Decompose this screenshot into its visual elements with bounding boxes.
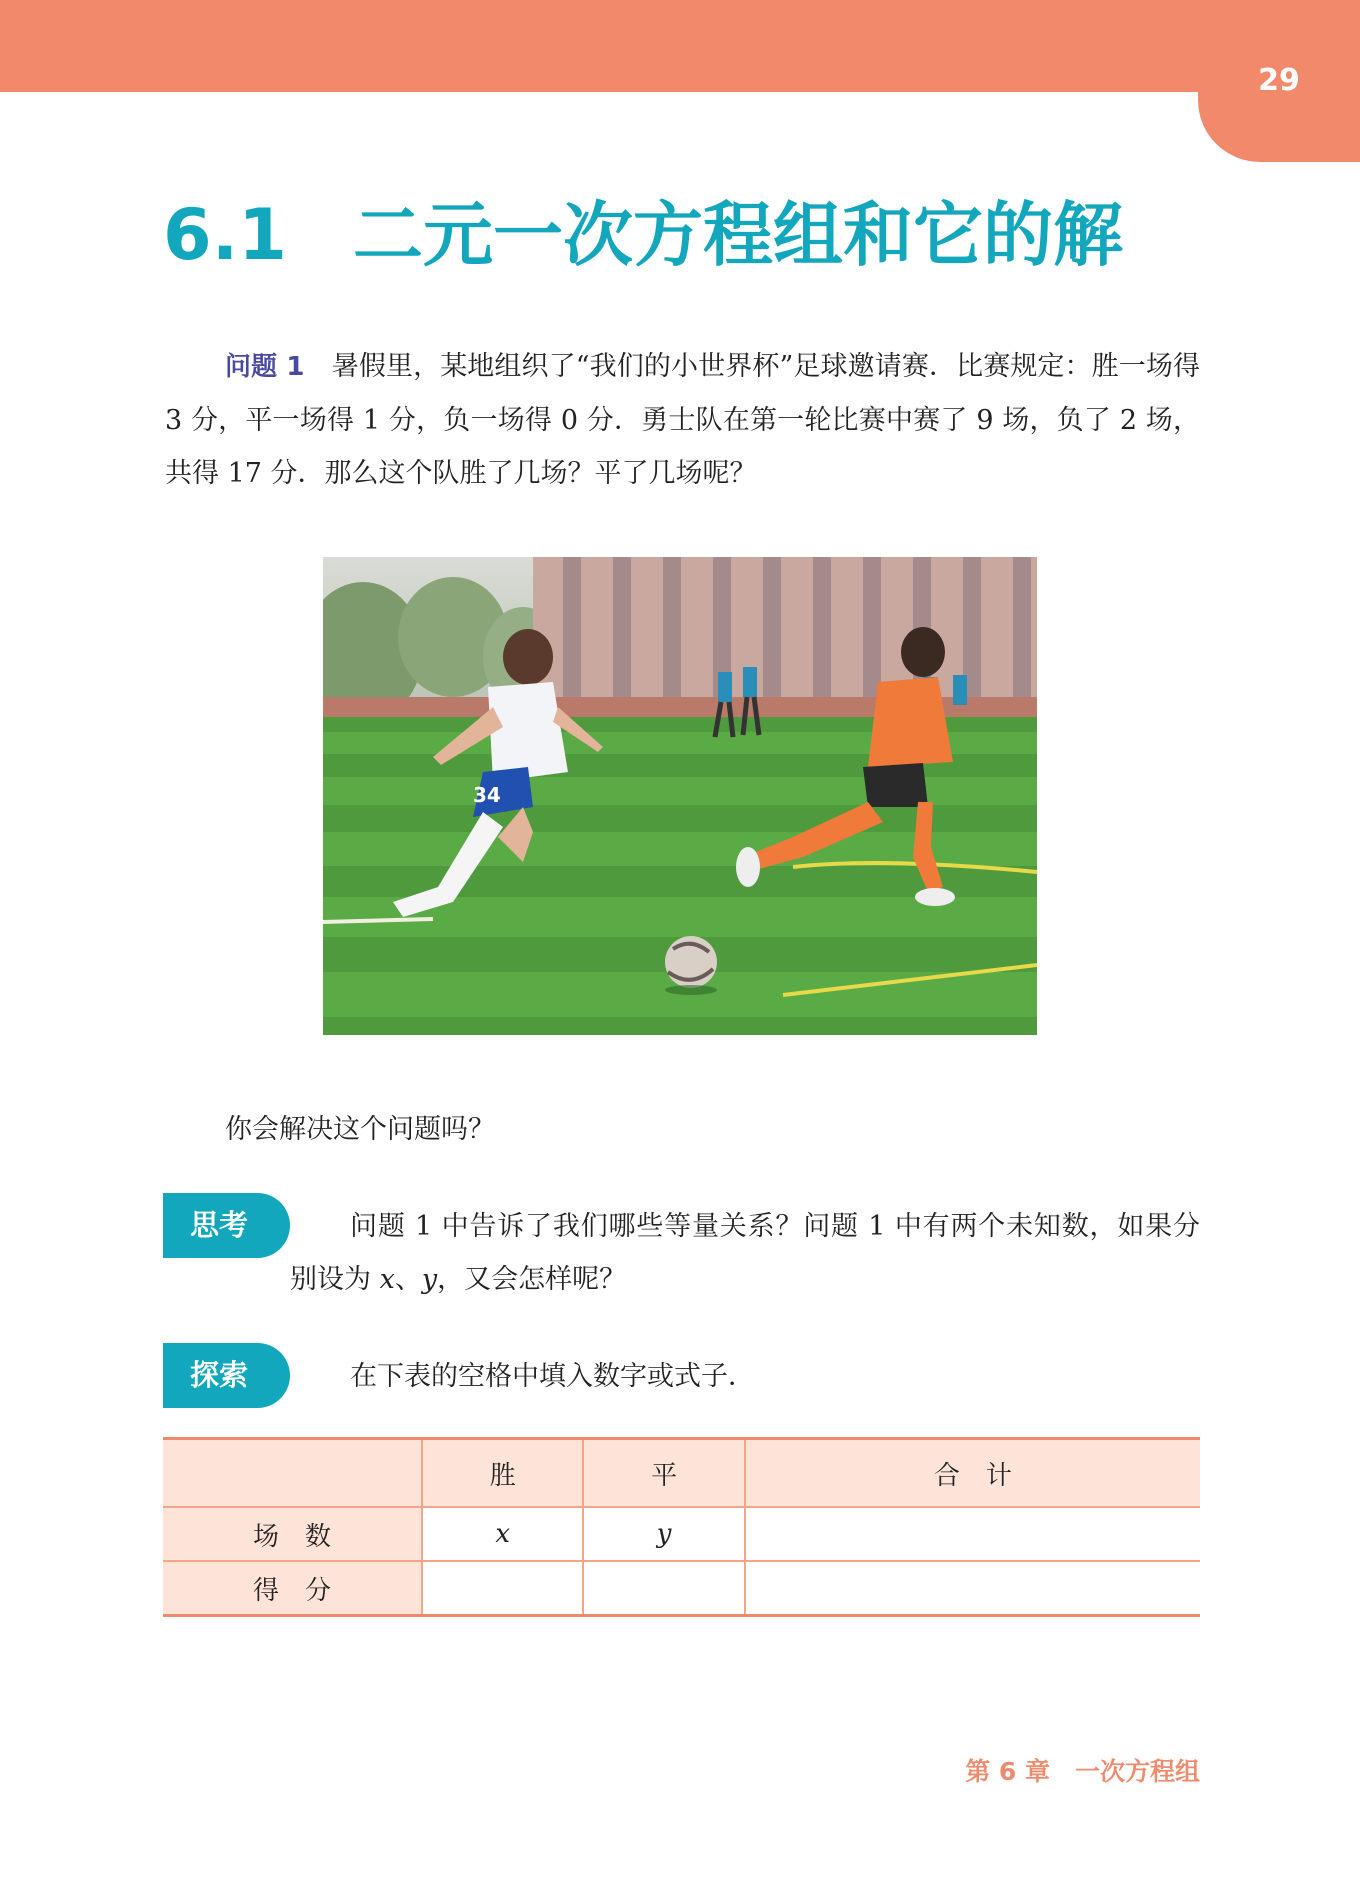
think-text-before: 问题 1 中告诉了我们哪些等量关系？问题 1 中有两个未知数，如果分别设为 xyxy=(290,1211,1200,1295)
question-text: 你会解决这个问题吗？ xyxy=(225,1114,495,1145)
explore-label: 探索 xyxy=(163,1343,290,1408)
variable-x: x xyxy=(379,1264,395,1295)
soccer-match-photo xyxy=(323,557,1037,1035)
row-label: 场 数 xyxy=(163,1507,422,1561)
table-cell xyxy=(583,1561,744,1616)
soccer-photo-illustration xyxy=(323,557,1037,1035)
page-number: 29 xyxy=(1258,63,1300,98)
top-color-band xyxy=(0,0,1360,92)
section-title xyxy=(163,190,1123,280)
table-cell: x xyxy=(422,1507,583,1561)
explore-text: 在下表的空格中填入数字或式子． xyxy=(350,1361,755,1392)
table-row xyxy=(163,1507,1200,1561)
section-number: 6.1 xyxy=(163,194,288,276)
problem-label: 问题 1 xyxy=(225,352,305,382)
table-cell xyxy=(745,1507,1200,1561)
problem-text: 暑假里，某地组织了“我们的小世界杯”足球邀请赛．比赛规定：胜一场得 3 分，平一场得 1 分，负一场得 0 分．勇士队在第一轮比赛中赛了 9 场，负了 2 场，共得 17 分．那么这个队胜了几场？平了几场呢？ xyxy=(165,351,1201,489)
think-label: 思考 xyxy=(163,1193,290,1258)
table-cell xyxy=(745,1561,1200,1616)
table-row xyxy=(163,1561,1200,1616)
think-paragraph xyxy=(290,1200,1200,1306)
table-header-cell: 合 计 xyxy=(745,1439,1200,1508)
table-cell: y xyxy=(583,1507,744,1561)
svg-text:34: 34 xyxy=(473,783,501,807)
table-cell xyxy=(422,1561,583,1616)
problem-1-paragraph xyxy=(165,340,1200,500)
variable-y: y xyxy=(421,1264,438,1295)
section-title-text: 二元一次方程组和它的解 xyxy=(353,194,1123,276)
row-label: 得 分 xyxy=(163,1561,422,1616)
chapter-footer: 第 6 章 一次方程组 xyxy=(965,1757,1200,1786)
think-text-after: ，又会怎样呢？ xyxy=(437,1264,627,1295)
fill-in-table xyxy=(163,1437,1200,1617)
think-separator: 、 xyxy=(394,1264,422,1295)
table-header-row xyxy=(163,1439,1200,1508)
table-header-cell: 平 xyxy=(583,1439,744,1508)
table-header-cell: 胜 xyxy=(422,1439,583,1508)
table-header-cell xyxy=(163,1439,422,1508)
